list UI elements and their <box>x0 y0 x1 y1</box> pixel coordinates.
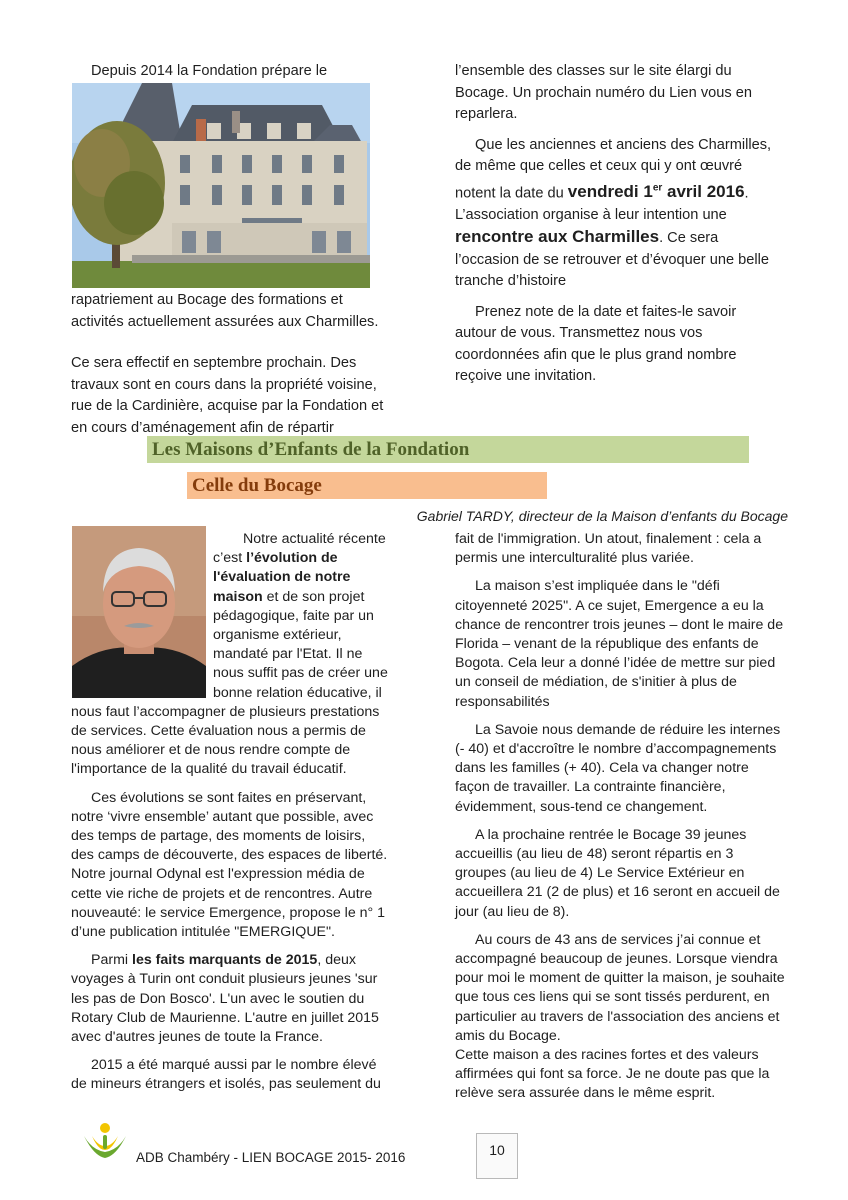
top-left-intro: Depuis 2014 la Fondation prépare le <box>91 63 328 79</box>
article-left-paragraph-2: Ces évolutions se sont faites en préservant, notre ‘vivre ensemble’ autant que possible, avec des temps de partage, des moments de loisirs, des camps de découverte, des espaces de liberté. Notre journal Odynal est l'expression média de cette vie riche de projets et de rencontres. Autre nouveauté: le service Emergence, propose le n° 1 d’une publication intitulée "EMERGIQUE". <box>71 789 388 941</box>
article-left-paragraph-1: Notre actualité récente c’est l’évolution de l'évaluation de notre maison et de son projet pédagogique, faite par un organisme extérieur, mandaté par l'Etat. Il ne nous suffit pas de créer une bonne relation éducative, il nous faut l’accompagner de plusieurs prestations de services. Cette évaluation nous a permis de nous améliorer et de nous rendre compte de l'importance de la qualité du travail éducatif. <box>71 531 388 778</box>
article-right-paragraph-1: fait de l'immigration. Un atout, finalement : cela a permis une interculturalité plus variée. <box>455 531 762 567</box>
article-right-paragraph-3: La Savoie nous demande de réduire les internes (- 40) et d'accroître le nombre d’accompagnements dans les familles (+ 40). Cela va changer notre façon de travailler. La contrainte financière, évidemment, sous-tend ce changement. <box>455 721 781 815</box>
article-left-paragraph-4: 2015 a été marqué aussi par le nombre élevé de mineurs étrangers et isolés, pas seulement du <box>71 1057 381 1093</box>
top-left-column <box>71 61 391 83</box>
top-right-paragraph-1: l’ensemble des classes sur le site élargi du Bocage. Un prochain numéro du Lien vous en reparlera. <box>455 63 752 122</box>
article-left-paragraph-3: Parmi les faits marquants de 2015, deux voyages à Turin ont conduit plusieurs jeunes 'sur les pas de Don Bosco'. L'un avec le soutien du Rotary Club de Maurienne. L'autre en juillet 2015 avec d'autres jeunes de toute la France. <box>71 952 379 1046</box>
article-right-paragraph-4: A la prochaine rentrée le Bocage 39 jeunes accueillis (au lieu de 48) seront répartis en 3 groupes (au lieu de 4) Le Service Extérieur en accueillera 21 (2 de plus) et 16 seront en accueil de jour (au lieu de 8). <box>455 826 780 920</box>
article-right-paragraph-2: La maison s’est impliquée dans le "défi citoyenneté 2025". A ce sujet, Emergence a eu la chance de rencontrer trois jeunes – dont le maire de Florida – venant de la république des enfants de Bogota. Cela leur a donné l’idée de mettre sur pied un conseil de médiation, de s'initier à plus de responsabilités <box>455 578 784 710</box>
top-left-paragraph-2: Ce sera effectif en septembre prochain. Des travaux sont en cours dans la propriété voisine, rue de la Cardinière, acquise par la Fondation et en cours d’aménagement afin de répartir <box>71 355 384 436</box>
section-subtitle-banner: Celle du Bocage <box>187 472 547 499</box>
foundation-logo <box>80 1122 130 1162</box>
chateau-photo <box>72 83 370 288</box>
top-left-paragraph-1: rapatriement au Bocage des formations et activités actuellement assurées aux Charmilles. <box>71 292 379 330</box>
top-left-column-body <box>71 290 391 439</box>
page-number: 10 <box>476 1133 518 1179</box>
article-left-column <box>71 530 391 1095</box>
top-right-paragraph-3: Prenez note de la date et faites-le savoir autour de vous. Transmettez nous vos coordonnées afin que le plus grand nombre reçoive une invitation. <box>455 303 737 385</box>
author-byline: Gabriel TARDY, directeur de la Maison d’enfants du Bocage <box>416 508 788 524</box>
top-right-column <box>455 61 775 388</box>
footer-text: ADB Chambéry - LIEN BOCAGE 2015- 2016 <box>136 1150 406 1165</box>
top-right-paragraph-2: Que les anciennes et anciens des Charmilles, de même que celles et ceux qui y ont œuvré notent la date du vendredi 1er avril 2016. L’association organise à leur intention une rencontre aux Charmilles. Ce sera l’occasion de se retrouver et d’évoquer une belle tranche d’histoire <box>455 136 772 290</box>
article-right-column <box>455 530 785 1104</box>
article-right-paragraph-5: Au cours de 43 ans de services j’ai connue et accompagné beaucoup de jeunes. Lorsque viendra pour moi le moment de quitter la maison, je souhaite que tous ces liens qui se sont tissés perdurent, en particulier au travers de l'association des anciens et amis du Bocage. <box>455 931 785 1044</box>
article-right-paragraph-6: Cette maison a des racines fortes et des valeurs affirmées qui font sa force. Je ne doute pas que la relève sera assurée dans le même esprit. <box>455 1047 770 1102</box>
section-title-banner: Les Maisons d’Enfants de la Fondation <box>147 436 749 463</box>
